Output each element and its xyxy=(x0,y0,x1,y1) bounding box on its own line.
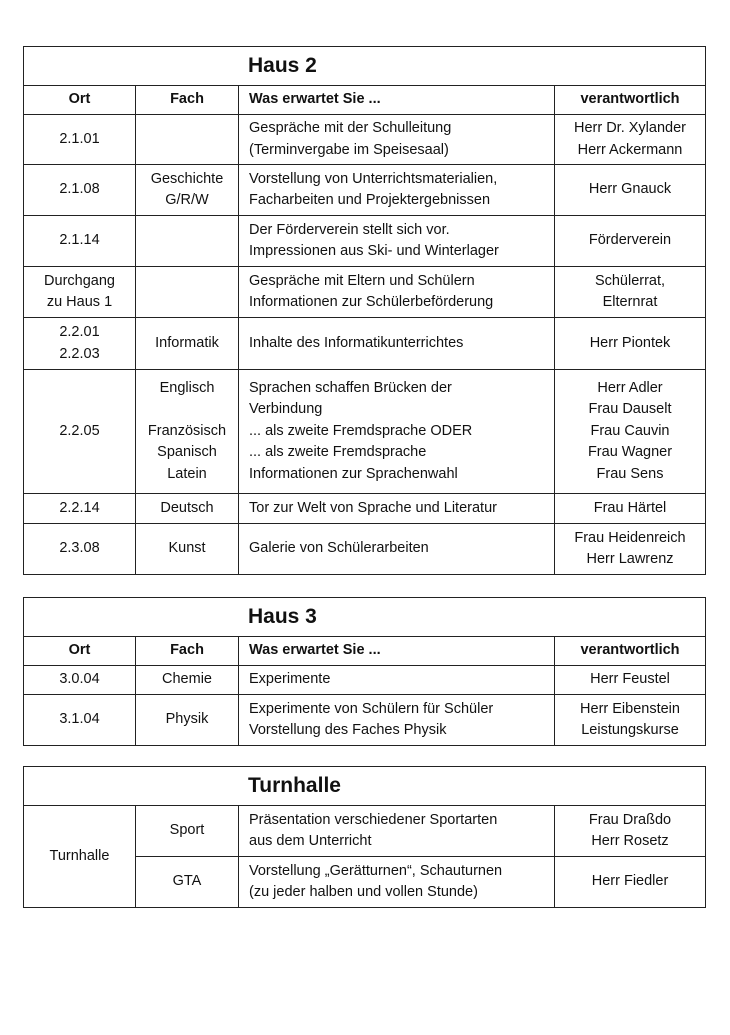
cell-line: Leistungskurse xyxy=(581,722,679,738)
was-cell xyxy=(239,857,555,908)
haus3-title: Haus 3 xyxy=(24,598,706,637)
verantwortlich-cell xyxy=(555,165,706,216)
cell-line: 2.2.05 xyxy=(59,422,100,439)
verantwortlich-cell xyxy=(555,318,706,370)
turnhalle-table xyxy=(23,766,706,908)
was-cell xyxy=(239,165,555,216)
cell-line: 2.2.01 xyxy=(59,324,100,340)
haus2-table xyxy=(23,46,706,575)
cell-line: Frau Dauselt xyxy=(588,401,672,418)
cell-line: Experimente xyxy=(249,671,331,688)
cell-line: 2.3.08 xyxy=(59,540,100,557)
cell-line: Galerie von Schülerarbeiten xyxy=(249,540,429,557)
turnhalle-title: Turnhalle xyxy=(24,767,706,806)
verantwortlich-cell xyxy=(555,115,706,165)
verantwortlich-cell xyxy=(555,857,706,908)
col-fach: Fach xyxy=(136,86,239,115)
table-row xyxy=(24,806,706,857)
cell-line: Deutsch xyxy=(160,499,214,516)
was-cell xyxy=(239,695,555,746)
cell-line: Herr Ackermann xyxy=(577,141,683,158)
cell-line: GTA xyxy=(172,873,202,890)
verantwortlich-cell xyxy=(555,666,706,695)
cell-line: Geschichte xyxy=(150,170,224,187)
table-row xyxy=(24,666,706,695)
col-verantwortlich: verantwortlich xyxy=(555,86,706,115)
cell-line: 3.1.04 xyxy=(59,711,100,728)
ort-cell xyxy=(24,370,136,494)
haus3-table xyxy=(23,597,706,746)
cell-line: Französisch xyxy=(147,422,227,439)
fach-cell xyxy=(136,806,239,857)
cell-line: Schülerrat, xyxy=(594,272,666,289)
cell-line: Frau Härtel xyxy=(593,499,667,516)
cell-line: zu Haus 1 xyxy=(46,294,113,310)
ort-cell xyxy=(24,666,136,695)
table-row xyxy=(24,695,706,746)
cell-line: (zu jeder halben und vollen Stunde) xyxy=(249,884,478,900)
cell-line: Verbindung xyxy=(249,401,323,418)
ort-cell: Turnhalle xyxy=(24,806,136,908)
cell-line: 3.0.04 xyxy=(59,671,100,688)
cell-line: 2.2.14 xyxy=(59,499,100,516)
verantwortlich-cell xyxy=(555,695,706,746)
was-cell xyxy=(239,666,555,695)
was-cell xyxy=(239,806,555,857)
ort-cell xyxy=(24,318,136,370)
col-verantwortlich: verantwortlich xyxy=(555,637,706,666)
cell-line: Informationen zur Sprachenwahl xyxy=(249,465,458,482)
fach-cell xyxy=(136,165,239,216)
cell-line: Chemie xyxy=(162,671,212,688)
cell-line: Förderverein xyxy=(588,232,672,249)
fach-cell xyxy=(136,666,239,695)
cell-line: Herr Feustel xyxy=(590,671,670,688)
was-cell xyxy=(239,267,555,318)
verantwortlich-cell xyxy=(555,494,706,524)
haus2-title: Haus 2 xyxy=(24,47,706,86)
cell-line: 2.1.14 xyxy=(59,232,100,249)
col-fach: Fach xyxy=(136,637,239,666)
ort-cell xyxy=(24,695,136,746)
cell-line: Spanisch xyxy=(157,444,217,461)
cell-line: Sport xyxy=(169,822,205,839)
fach-cell xyxy=(136,267,239,318)
verantwortlich-cell xyxy=(555,216,706,267)
cell-line: Frau Cauvin xyxy=(590,422,670,439)
cell-line: Englisch xyxy=(159,379,215,396)
cell-line: Frau Sens xyxy=(596,465,664,482)
fach-cell xyxy=(136,524,239,575)
cell-line: ... als zweite Fremdsprache xyxy=(249,444,427,461)
fach-cell xyxy=(136,494,239,524)
cell-line: Herr Dr. Xylander xyxy=(573,120,686,136)
cell-line: 2.1.01 xyxy=(59,130,100,147)
cell-line xyxy=(136,399,238,421)
fach-cell xyxy=(136,695,239,746)
was-cell xyxy=(239,216,555,267)
cell-line: 2.2.03 xyxy=(59,345,100,362)
cell-line: Kunst xyxy=(168,540,206,557)
ort-cell xyxy=(24,216,136,267)
cell-line: Herr Fiedler xyxy=(591,873,669,890)
cell-line: Elternrat xyxy=(602,294,658,310)
was-cell xyxy=(239,370,555,494)
cell-line: 2.1.08 xyxy=(59,181,100,198)
verantwortlich-cell xyxy=(555,524,706,575)
cell-line: Experimente von Schülern für Schüler xyxy=(249,700,494,717)
col-was: Was erwartet Sie ... xyxy=(239,637,555,666)
cell-line: aus dem Unterricht xyxy=(249,833,372,849)
cell-line: Herr Rosetz xyxy=(591,833,669,849)
cell-line: Physik xyxy=(165,711,209,728)
cell-line: Impressionen aus Ski- und Winterlager xyxy=(249,243,499,259)
cell-line: Vorstellung „Gerätturnen“, Schauturnen xyxy=(249,862,503,879)
table-row xyxy=(24,318,706,370)
table-row xyxy=(24,370,706,494)
col-was: Was erwartet Sie ... xyxy=(239,86,555,115)
cell-line: Herr Adler xyxy=(597,379,663,396)
was-cell xyxy=(239,524,555,575)
verantwortlich-cell xyxy=(555,267,706,318)
fach-cell xyxy=(136,318,239,370)
cell-line: Herr Eibenstein xyxy=(580,700,680,717)
fach-cell xyxy=(136,216,239,267)
cell-line: Frau Wagner xyxy=(587,444,673,461)
ort-cell xyxy=(24,267,136,318)
cell-line: Informatik xyxy=(155,334,219,351)
fach-cell xyxy=(136,370,239,494)
cell-line: Gespräche mit der Schulleitung xyxy=(249,120,452,136)
fach-cell xyxy=(136,115,239,165)
was-cell xyxy=(239,115,555,165)
col-ort: Ort xyxy=(24,637,136,666)
table-row xyxy=(24,165,706,216)
cell-line: Durchgang xyxy=(44,272,115,289)
cell-line: Sprachen schaffen Brücken der xyxy=(249,379,452,396)
cell-line: Frau Heidenreich xyxy=(574,529,686,546)
table-row xyxy=(24,216,706,267)
table-row xyxy=(24,524,706,575)
was-cell xyxy=(239,494,555,524)
cell-line: Herr Lawrenz xyxy=(586,551,674,567)
was-cell xyxy=(239,318,555,370)
ort-cell xyxy=(24,494,136,524)
cell-line: Inhalte des Informatikunterrichtes xyxy=(249,334,464,351)
ort-cell xyxy=(24,524,136,575)
cell-line: Latein xyxy=(167,465,207,482)
cell-line: Herr Gnauck xyxy=(588,181,672,198)
cell-line: Frau Draßdo xyxy=(588,811,672,828)
cell-line: Präsentation verschiedener Sportarten xyxy=(249,811,498,828)
cell-line: Der Förderverein stellt sich vor. xyxy=(249,221,450,238)
table-row xyxy=(24,267,706,318)
cell-line: Vorstellung des Faches Physik xyxy=(249,722,447,738)
cell-line: Facharbeiten und Projektergebnissen xyxy=(249,192,491,208)
ort-cell xyxy=(24,115,136,165)
col-ort: Ort xyxy=(24,86,136,115)
cell-line: G/R/W xyxy=(165,192,209,208)
cell-line: Tor zur Welt von Sprache und Literatur xyxy=(249,499,497,516)
cell-line: ... als zweite Fremdsprache ODER xyxy=(249,422,473,439)
cell-line: (Terminvergabe im Speisesaal) xyxy=(249,141,449,158)
cell-line: Gespräche mit Eltern und Schülern xyxy=(249,272,475,289)
table-row xyxy=(24,115,706,165)
cell-line: Vorstellung von Unterrichtsmaterialien, xyxy=(249,170,498,187)
verantwortlich-cell xyxy=(555,806,706,857)
fach-cell xyxy=(136,857,239,908)
verantwortlich-cell xyxy=(555,370,706,494)
cell-line: Informationen zur Schülerbeförderung xyxy=(249,294,494,310)
table-row xyxy=(24,494,706,524)
cell-line: Herr Piontek xyxy=(589,334,671,351)
ort-cell xyxy=(24,165,136,216)
